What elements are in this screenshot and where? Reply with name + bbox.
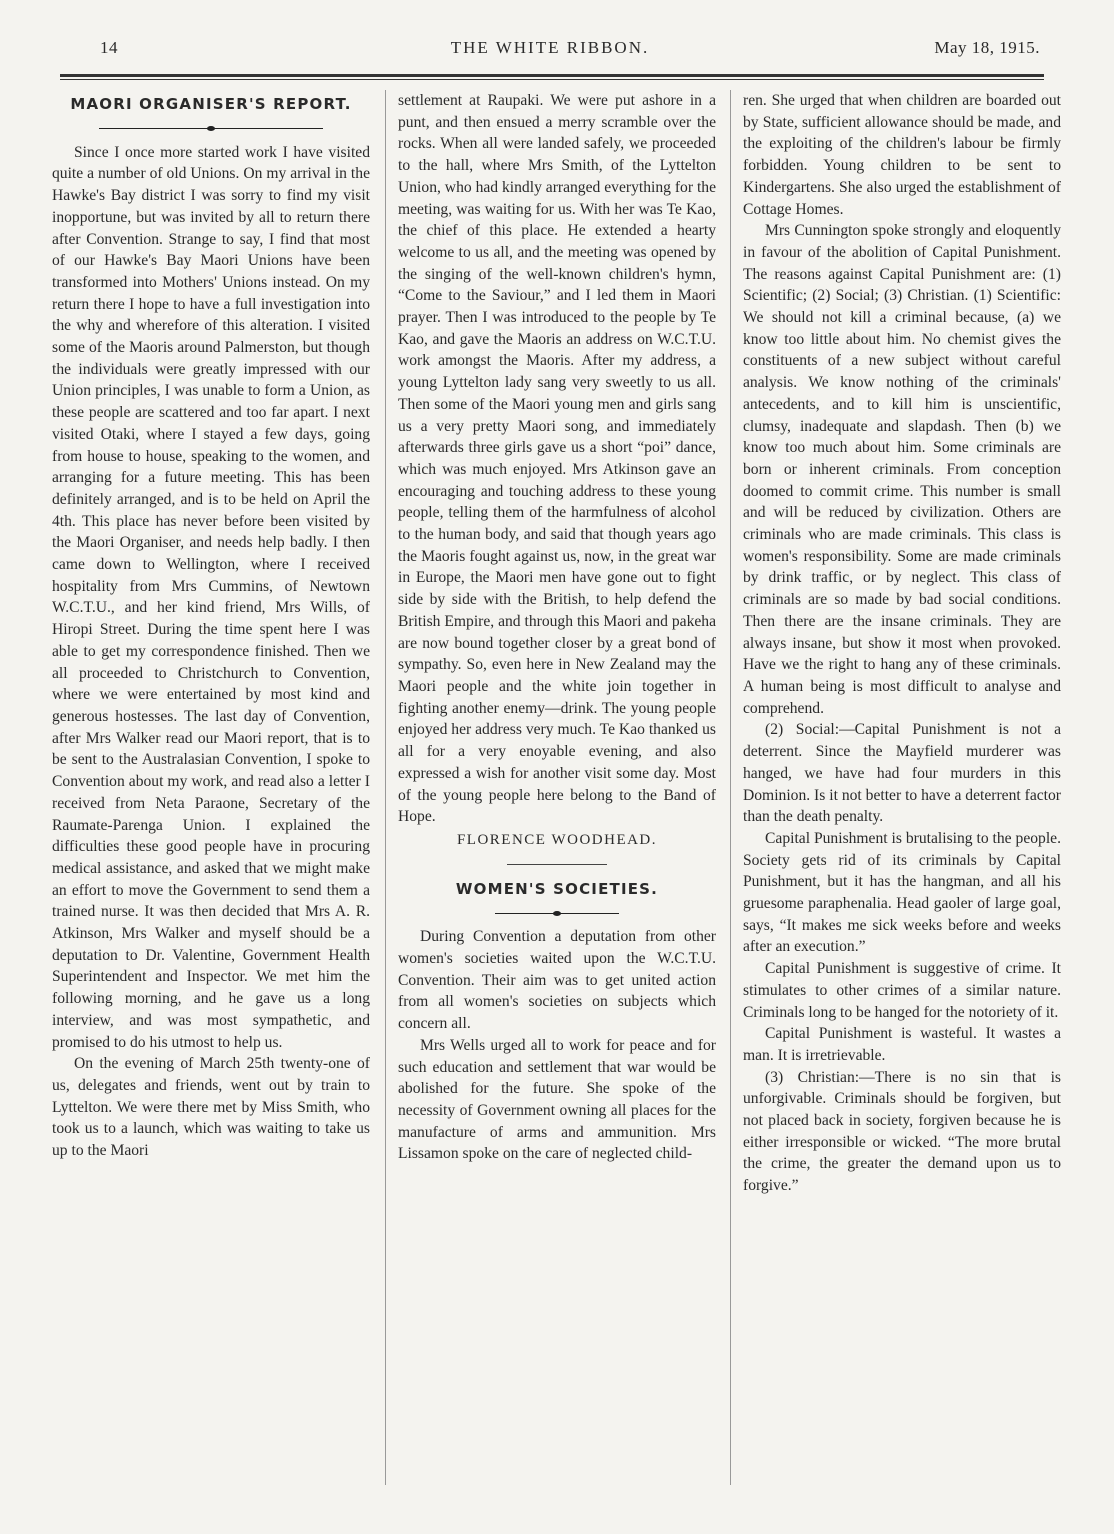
issue-date: May 18, 1915.: [934, 38, 1040, 57]
page-number: 14: [100, 38, 118, 57]
column-1: [52, 90, 370, 1162]
column-divider: [730, 90, 731, 1485]
author-signature: FLORENCE WOODHEAD.: [456, 831, 658, 848]
section-heading-womens-societies: WOMEN'S SOCIETIES.: [455, 879, 659, 898]
article-paragraph: (3) Christian:—There is no sin that is unforgivable. Criminals should be forgiven, but not placed back in society, forgiven because he is either irresponsible or wicked. “The more brutal the crime, the greater the demand upon us to forgive.”: [743, 1068, 1061, 1195]
article-paragraph: ren. She urged that when children are boarded out by State, sufficient allowance should be made, and the exploiting of the children's labour be firmly forbidden. Young children to be sent to Kindergartens. She also urged the establishment of Cottage Homes.: [743, 92, 1061, 218]
article-paragraph: (2) Social:—Capital Punishment is not a deterrent. Since the Mayfield murderer was hanged, we have had four murders in this Dominion. Is it not better to have a deterrent factor than the death penalty.: [743, 721, 1061, 826]
column-3: [743, 90, 1061, 1197]
section-rule: [507, 864, 607, 865]
ornament-divider: [398, 906, 716, 918]
header-rule: [60, 74, 1044, 80]
article-paragraph: During Convention a deputation from other women's societies waited upon the W.C.T.U. Convention. Their aim was to get united action from all women's societies on subjects which concern all.: [398, 928, 716, 1033]
section-heading-maori-report: MAORI ORGANISER'S REPORT.: [70, 95, 352, 113]
article-paragraph: settlement at Raupaki. We were put ashore in a punt, and then ensued a merry scramble over the rocks. When all were landed safely, we proceeded to the hall, where Mrs Smith, of the Lyttelton Union, who had kindly arranged everything for the meeting, was waiting for us. With her was Te Kao, the chief of this place. He extended a hearty welcome to us all, and the meeting was opened by the singing of the well-known children's hymn, “Come to the Saviour,” and I led them in Maori prayer. Then I was introduced to the people by Te Kao, and gave the Maoris an address on W.C.T.U. work amongst the Maoris. After my address, a young Lyttelton lady sang very sweetly to us all. Then some of the Maori young men and girls sang us a very pretty Maori song, and immediately afterwards three girls gave us a short “poi” dance, which was much enjoyed. Mrs Atkinson gave an encouraging and touching address to these young people, telling them of the harmfulness of alcohol to the human body, and said that though years ago the Maoris fought against us, now, in the great war in Europe, the Maori men have gone out to fight side by side with the British, to help defend the British Empire, and through this Maori and pakeha are now bound together closer by a great bond of sympathy. So, even here in New Zealand may the Maori people and the white join together in fighting another enemy—drink. The young people enjoyed her address very much. Te Kao thanked us all for a very enoyable evening, and also expressed a wish for another visit some day. Most of the young people here belong to the Band of Hope.: [398, 92, 716, 826]
publication-title: THE WHITE RIBBON.: [450, 38, 650, 57]
ornament-divider: [52, 122, 370, 134]
page-header: [60, 38, 1040, 68]
article-paragraph: On the evening of March 25th twenty-one of us, delegates and friends, went out by train to Lyttelton. We were there met by Miss Smith, who took us to a launch, which was waiting to take us up to the Maori: [52, 1055, 370, 1160]
article-paragraph: Capital Punishment is suggestive of crime. It stimulates to other crimes of a similar nature. Criminals long to be hanged for the notoriety of it.: [743, 960, 1061, 1021]
column-divider: [385, 90, 386, 1485]
article-paragraph: Mrs Wells urged all to work for peace and for such education and settlement that war would be abolished for the future. She spoke of the necessity of Government owning all places for the manufacture of arms and ammunition. Mrs Lissamon spoke on the care of neglected child-: [398, 1036, 716, 1163]
article-paragraph: Capital Punishment is wasteful. It wastes a man. It is irretrievable.: [743, 1025, 1061, 1064]
article-paragraph: Capital Punishment is brutalising to the people. Society gets rid of its criminals by Capital Punishment, but it has the hangman, and all his gruesome paraphenalia. Head gaoler of large goal, says, “It makes me sick weeks before and weeks after an execution.”: [743, 829, 1061, 956]
article-paragraph: Since I once more started work I have visited quite a number of old Unions. On my arrival in the Hawke's Bay district I was sorry to find my visit inopportune, but was invited by all to return there after Convention. Strange to say, I find that most of our Hawke's Bay Maori Unions have been transformed into Mothers' Unions instead. On my return there I hope to have a full investigation into the why and wherefore of this alteration. I visited some of the Maoris around Palmerston, but though the individuals were greatly impressed with our Union principles, I was unable to form a Union, as these people are scattered and too far apart. I next visited Otaki, where I stayed a few days, going from house to house, speaking to the women, and arranging for a future meeting. This has been definitely arranged, and is to be held on April the 4th. This place has never before been visited by the Maori Organiser, and needs help badly. I then came down to Wellington, where I received hospitality from Mrs Cummins, of Newtown W.C.T.U., and her kind friend, Mrs Wills, of Hiropi Street. During the time spent here I was able to get my correspondence finished. Then we all proceeded to Christchurch to Convention, where we were entertained by most kind and generous hostesses. The last day of Convention, after Mrs Walker read our Maori report, that is to be sent to the Australasian Convention, I spoke to Convention about my work, and read also a letter I received from Neta Paraone, Secretary of the Raumate-Parenga Union. I explained the difficulties these good people have in procuring medical assistance, and asked that we might make an effort to move the Government to send them a trained nurse. It was then decided that Mrs A. R. Atkinson, Mrs Walker and myself should be a deputation to Dr. Valentine, Government Health Superintendent and Inspector. We met him the following morning, and he gave us a long interview, and was most sympathetic, and promised to do his utmost to help us.: [52, 143, 370, 1051]
article-paragraph: Mrs Cunnington spoke strongly and eloquently in favour of the abolition of Capital Punishment. The reasons against Capital Punishment are: (1) Scientific; (2) Social; (3) Christian. (1) Scientific: We should not kill a criminal because, (a) we know too little about him. No chemist gives the constituents of a new subject without careful analysis. We know nothing of the criminals' antecedents, and to kill him is unscientific, clumsy, inadequate and slapdash. Then (b) we know too much about him. Some criminals are born or inherent criminals. From conception doomed to commit crime. This number is small and will be reduced by civilization. Others are criminals who are made criminals. This class is women's responsibility. Some are made criminals by drink traffic, or by neglect. This class of criminals are so made by bad social conditions. Then there are the insane criminals. They are always insane, but show it most when provoked. Have we the right to hang any of these criminals. A human being is most difficult to analyse and comprehend.: [743, 222, 1061, 717]
column-2: [398, 90, 716, 1165]
